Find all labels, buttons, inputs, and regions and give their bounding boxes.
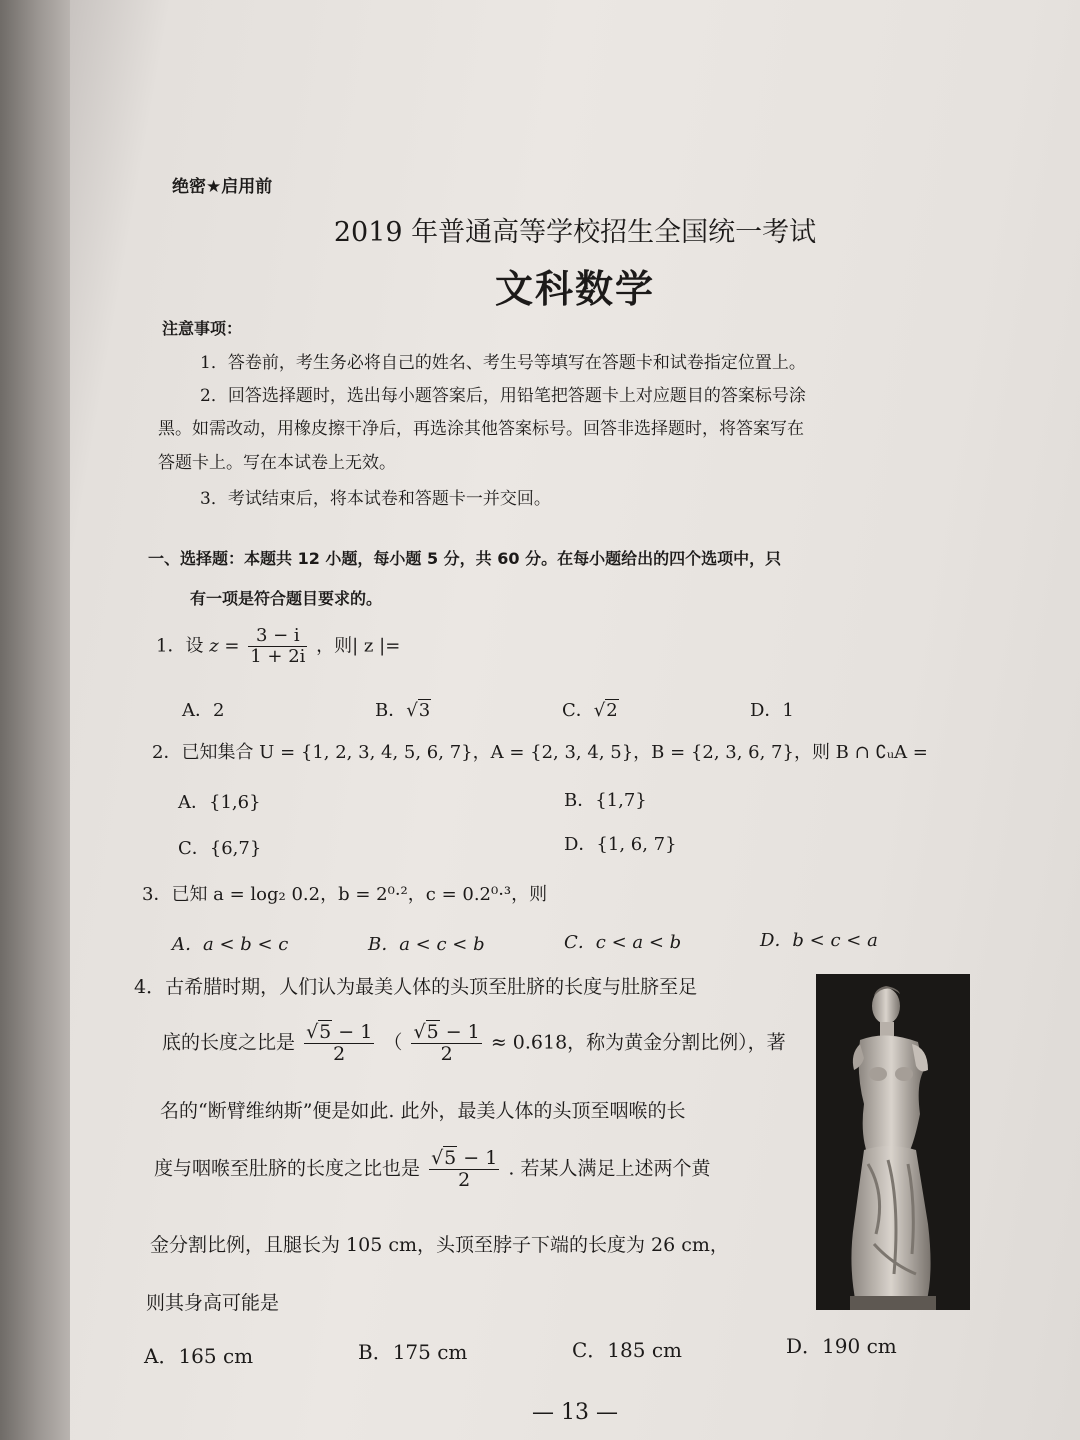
subject-title: 文科数学 [494, 267, 655, 311]
q1-option-b [375, 696, 431, 722]
q4-line-2-text-a: 底的长度之比是 [162, 1031, 296, 1054]
question-1-stem [156, 626, 400, 667]
q1-option-a: A．2 [182, 700, 225, 721]
q1-option-b-sqrt: √3 [406, 700, 431, 721]
q3-option-a: A．a < b < c [172, 934, 289, 955]
q4-fraction-2-radicand: 5 [426, 1021, 439, 1043]
q4-line-2-text-c: ≈ 0.618，称为黄金分割比例），著 [490, 1031, 786, 1054]
q4-fraction-3-minus: − 1 [457, 1147, 498, 1169]
q1-option-c-label: C． [562, 700, 594, 721]
q1-option-c-sqrt: √2 [593, 700, 618, 721]
q4-fraction-1-minus: − 1 [332, 1021, 373, 1043]
exam-page [70, 0, 1080, 1440]
question-4-line-4 [154, 1148, 711, 1191]
q4-fraction-2-numerator: √5 − 1 [413, 1021, 480, 1043]
exam-title: 2019 年普通高等学校招生全国统一考试 [333, 217, 817, 248]
notice-heading: 注意事项： [162, 319, 243, 338]
venus-statue-image [816, 974, 970, 1310]
notice-line-2: 2．回答选择题时，选出每小题答案后，用铅笔把答题卡上对应题目的答案标号涂 [200, 386, 806, 406]
q4-option-c: C．185 cm [572, 1338, 682, 1362]
q1-option-c-radicand: 2 [606, 700, 618, 721]
question-4-line-6: 则其身高可能是 [146, 1292, 280, 1314]
question-4-line-1: 4．古希腊时期，人们认为最美人体的头顶至肚脐的长度与肚脐至足 [134, 976, 698, 998]
q2-option-a: A．{1,6} [178, 792, 261, 813]
notice-line-5: 3．考试结束后，将本试卷和答题卡一并交回。 [200, 489, 551, 509]
q4-fraction-1-numerator: √5 − 1 [306, 1021, 373, 1043]
q1-z-eq: z = [209, 635, 240, 657]
question-3-stem: 3．已知 a = log₂ 0.2，b = 2⁰·²，c = 0.2⁰·³，则 [142, 884, 548, 905]
q4-fraction-3-numerator: √5 − 1 [431, 1147, 498, 1169]
q4-fraction-3-radicand: 5 [444, 1147, 457, 1169]
notice-line-4: 答题卡上。写在本试卷上无效。 [158, 453, 396, 473]
question-4-line-5: 金分割比例，且腿长为 105 cm，头顶至脖子下端的长度为 26 cm， [150, 1234, 729, 1256]
q1-option-b-label: B． [375, 700, 407, 721]
book-spine-shadow [0, 0, 70, 1440]
question-2-stem: 2．已知集合 U = {1, 2, 3, 4, 5, 6, 7}，A = {2, 3, 4, 5}，B = {2, 3, 6, 7}，则 B ∩ ∁ᵤA = [152, 742, 928, 763]
q4-fraction-1-denominator: 2 [333, 1042, 346, 1065]
q4-fraction-2-denominator: 2 [440, 1042, 453, 1065]
q4-option-d: D．190 cm [786, 1334, 897, 1358]
q2-option-d: D．{1, 6, 7} [564, 834, 677, 855]
q1-suffix: ，则| z |= [316, 635, 401, 657]
q4-option-b: B．175 cm [358, 1340, 468, 1364]
q4-golden-fraction-2 [411, 1022, 481, 1065]
q4-option-a: A．165 cm [144, 1344, 254, 1368]
notice-line-3: 黑。如需改动，用橡皮擦干净后，再选涂其他答案标号。回答非选择题时，将答案写在 [158, 419, 804, 439]
q1-option-d: D．1 [750, 700, 794, 721]
q1-option-b-radicand: 3 [418, 700, 431, 721]
q4-fraction-1-radicand: 5 [319, 1021, 332, 1043]
q2-option-b: B．{1,7} [564, 790, 647, 811]
q1-prefix: 1．设 [156, 635, 204, 657]
q4-line-2-text-b: （ [383, 1031, 403, 1054]
q4-golden-fraction-1 [304, 1022, 374, 1065]
q4-golden-fraction-3 [429, 1148, 499, 1191]
question-4-line-2 [162, 1022, 786, 1065]
q3-option-c: C．c < a < b [564, 932, 682, 953]
q4-fraction-3-denominator: 2 [458, 1168, 471, 1191]
q1-numerator: 3 − i [248, 626, 307, 647]
section-heading-line-1: 一、选择题：本题共 12 小题，每小题 5 分，共 60 分。在每小题给出的四个选项中，只 [148, 549, 782, 568]
confidential-mark: 绝密★启用前 [172, 177, 273, 197]
q1-option-c [562, 696, 619, 722]
notice-line-1: 1．答卷前，考生务必将自己的姓名、考生号等填写在答题卡和试卷指定位置上。 [200, 353, 806, 373]
q4-line-4-text-b: . 若某人满足上述两个黄 [508, 1157, 711, 1180]
q1-denominator: 1 + 2i [250, 645, 306, 667]
q3-option-d: D．b < c < a [760, 930, 878, 951]
q2-option-c: C．{6,7} [178, 838, 262, 859]
q4-fraction-2-minus: − 1 [439, 1021, 480, 1043]
page-number: — 13 — [532, 1400, 618, 1425]
q1-fraction [248, 626, 307, 667]
venus-de-milo-photo [816, 974, 970, 1310]
q4-line-4-text-a: 度与咽喉至肚脐的长度之比也是 [154, 1157, 421, 1180]
section-heading-line-2: 有一项是符合题目要求的。 [190, 589, 383, 608]
q3-option-b: B．a < c < b [368, 934, 485, 955]
question-4-line-3: 名的“断臂维纳斯”便是如此. 此外，最美人体的头顶至咽喉的长 [160, 1100, 686, 1122]
